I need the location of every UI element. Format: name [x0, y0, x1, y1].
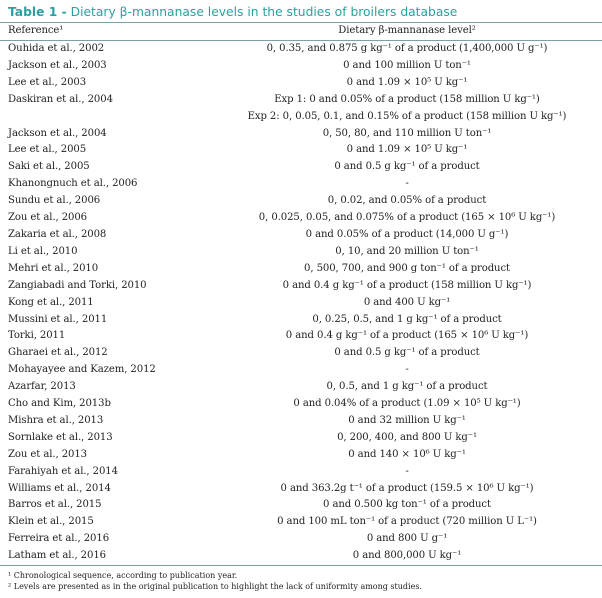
- table-row: [0, 159, 602, 176]
- table-row: [0, 447, 602, 464]
- table-row: [0, 295, 602, 312]
- reference-cell: Latham et al., 2016: [0, 548, 212, 565]
- level-cell: 0 and 100 mL ton⁻¹ of a product (720 million U L⁻¹): [277, 516, 537, 528]
- reference-cell: [0, 109, 212, 126]
- level-cell: Exp 1: 0 and 0.05% of a product (158 million U kg⁻¹): [274, 93, 540, 105]
- table-row: [0, 362, 602, 379]
- table-row: [0, 396, 602, 413]
- broiler-mannanase-table: [0, 22, 602, 566]
- level-cell: 0 and 800 U g⁻¹: [366, 533, 448, 545]
- table-row: [0, 142, 602, 159]
- level-cell: 0, 10, and 20 million U ton⁻¹: [335, 245, 479, 257]
- level-cell: 0 and 0.500 kg ton⁻¹ of a product: [323, 499, 491, 511]
- reference-cell: Li et al., 2010: [8, 245, 78, 257]
- reference-cell: Zangiabadi and Torki, 2010: [8, 279, 147, 291]
- table-row: [0, 379, 602, 396]
- table-row: [0, 176, 602, 193]
- table-row: [0, 531, 602, 548]
- table-row: [0, 261, 602, 278]
- footnotes: [8, 570, 422, 592]
- reference-cell: Zou et al., 2006: [8, 212, 87, 224]
- table-row: [0, 210, 602, 227]
- level-cell: 0, 0.25, 0.5, and 1 g kg⁻¹ of a product: [312, 313, 502, 325]
- reference-cell: Klein et al., 2015: [8, 516, 94, 528]
- table-row: [0, 244, 602, 261]
- level-cell: 0 and 32 million U kg⁻¹: [348, 414, 466, 426]
- reference-cell: Jackson et al., 2003: [8, 59, 107, 71]
- table-row: [0, 312, 602, 329]
- reference-cell: Khanongnuch et al., 2006: [8, 178, 138, 190]
- reference-cell: Williams et al., 2014: [8, 482, 111, 494]
- reference-cell: Mussini et al., 2011: [8, 313, 108, 325]
- reference-cell: Lee et al., 2003: [8, 76, 87, 88]
- reference-cell: Gharaei et al., 2012: [8, 347, 108, 359]
- reference-cell: Torki, 2011: [8, 330, 66, 342]
- table-row: [0, 41, 602, 58]
- level-cell: 0 and 140 × 10⁶ U kg⁻¹: [348, 448, 466, 460]
- table-row: [0, 548, 602, 565]
- level-cell: 0 and 100 million U ton⁻¹: [343, 59, 471, 71]
- level-cell: 0 and 1.09 × 10⁵ U kg⁻¹: [346, 144, 468, 156]
- level-cell: -: [405, 465, 409, 477]
- table-caption: [8, 4, 594, 20]
- table-row: [0, 481, 602, 498]
- level-cell: 0, 0.02, and 0.05% of a product: [327, 195, 487, 207]
- reference-cell: Kong et al., 2011: [8, 296, 94, 308]
- level-cell: 0 and 400 U kg⁻¹: [363, 296, 451, 308]
- level-cell: 0 and 0.04% of a product (1.09 × 10⁵ U kg⁻¹): [293, 398, 521, 410]
- table-number: Table 1 -: [8, 5, 67, 19]
- level-cell: 0 and 0.5 g kg⁻¹ of a product: [334, 161, 480, 173]
- table-row: [0, 109, 602, 126]
- table-row: [0, 497, 602, 514]
- table-title: Dietary β-mannanase levels in the studies of broilers database: [70, 5, 458, 19]
- table-row: [0, 430, 602, 447]
- level-cell: 0 and 0.05% of a product (14,000 U g⁻¹): [305, 228, 509, 240]
- level-cell: 0 and 0.4 g kg⁻¹ of a product (158 million U kg⁻¹): [282, 279, 532, 291]
- level-cell: 0, 500, 700, and 900 g ton⁻¹ of a product: [304, 262, 510, 274]
- table-row: [0, 345, 602, 362]
- table-row: [0, 227, 602, 244]
- reference-cell: Jackson et al., 2004: [8, 127, 107, 139]
- reference-cell: Sundu et al., 2006: [8, 195, 101, 207]
- reference-cell: Daskiran et al., 2004: [8, 93, 113, 105]
- level-cell: 0 and 0.4 g kg⁻¹ of a product (165 × 10⁶ U kg⁻¹): [285, 330, 529, 342]
- reference-cell: Mehri et al., 2010: [8, 262, 99, 274]
- level-column-header: Dietary β-mannanase level²: [212, 23, 602, 41]
- level-cell: 0 and 0.5 g kg⁻¹ of a product: [334, 347, 480, 359]
- reference-cell: Azarfar, 2013: [8, 381, 76, 393]
- level-cell: -: [405, 364, 409, 376]
- level-cell: 0, 0.35, and 0.875 g kg⁻¹ of a product (1,400,000 U g⁻¹): [266, 43, 548, 54]
- reference-cell: Cho and Kim, 2013b: [8, 398, 111, 410]
- reference-cell: Zakaria et al., 2008: [8, 228, 107, 240]
- reference-cell: Lee et al., 2005: [8, 144, 87, 156]
- level-cell: 0, 0.5, and 1 g kg⁻¹ of a product: [326, 381, 488, 393]
- level-cell: Exp 2: 0, 0.05, 0.1, and 0.15% of a product (158 million U kg⁻¹): [247, 110, 567, 122]
- footnote-2: ² Levels are presented as in the original publication to highlight the lack of uniformity among studies.: [8, 582, 422, 591]
- table-row: [0, 514, 602, 531]
- reference-cell: Zou et al., 2013: [8, 448, 87, 460]
- reference-cell: Mohayayee and Kazem, 2012: [8, 364, 156, 376]
- header-row: [0, 23, 602, 41]
- level-cell: 0 and 1.09 × 10⁵ U kg⁻¹: [346, 76, 468, 88]
- level-cell: -: [405, 178, 409, 190]
- level-cell: 0 and 363.2g t⁻¹ of a product (159.5 × 10⁶ U kg⁻¹): [280, 482, 534, 494]
- table-row: [0, 75, 602, 92]
- table-row: [0, 126, 602, 143]
- reference-cell: Ferreira et al., 2016: [8, 533, 110, 545]
- reference-cell: Barros et al., 2015: [8, 499, 102, 511]
- table-row: [0, 464, 602, 481]
- level-cell: 0, 200, 400, and 800 U kg⁻¹: [337, 431, 477, 443]
- reference-cell: Farahiyah et al., 2014: [8, 465, 118, 477]
- reference-cell: Saki et al., 2005: [8, 161, 90, 173]
- table-row: [0, 413, 602, 430]
- table-row: [0, 328, 602, 345]
- level-cell: 0, 0.025, 0.05, and 0.075% of a product (165 × 10⁶ U kg⁻¹): [258, 212, 556, 224]
- reference-column-header: Reference¹: [0, 23, 212, 41]
- table-row: [0, 58, 602, 75]
- table-row: [0, 92, 602, 109]
- reference-cell: Sornlake et al., 2013: [8, 431, 113, 443]
- table-row: [0, 193, 602, 210]
- table-row: [0, 278, 602, 295]
- reference-cell: Mishra et al., 2013: [8, 414, 104, 426]
- level-cell: 0, 50, 80, and 110 million U ton⁻¹: [322, 127, 492, 139]
- footnote-1: ¹ Chronological sequence, according to publication year.: [8, 571, 238, 580]
- level-cell: 0 and 800,000 U kg⁻¹: [212, 548, 602, 565]
- reference-cell: Ouhida et al., 2002: [8, 43, 105, 54]
- table-body: [0, 41, 602, 566]
